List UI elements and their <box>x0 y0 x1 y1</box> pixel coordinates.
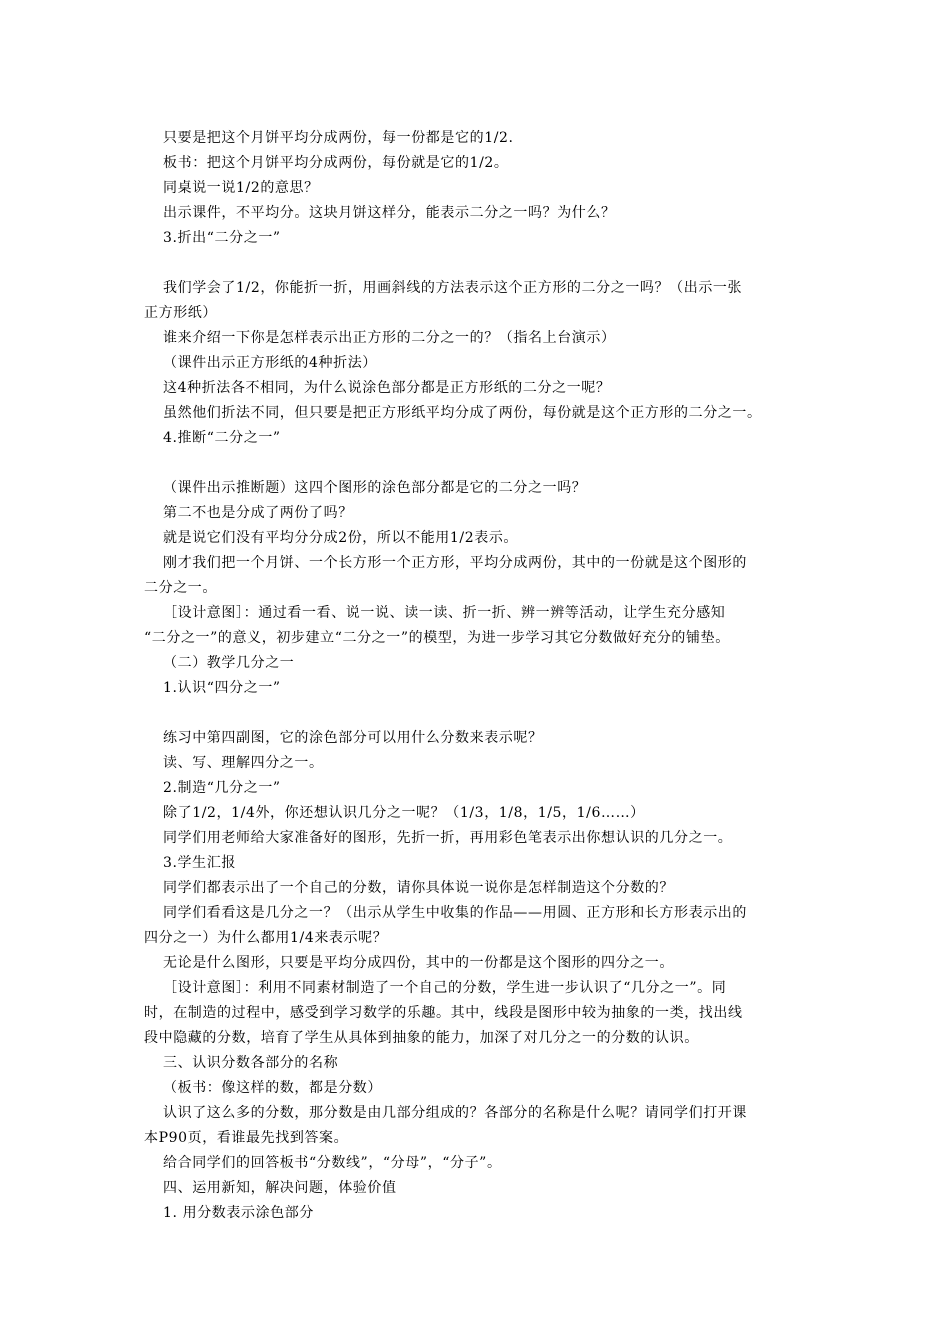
text-line: 同学们用老师给大家准备好的图形，先折一折，再用彩色笔表示出你想认识的几分之一。 <box>163 830 733 846</box>
text-line: 出示课件，不平均分。这块月饼这样分，能表示二分之一吗？为什么？ <box>163 205 616 221</box>
design-note: ［设计意图］：利用不同素材制造了一个自己的分数，学生进一步认识了“几分之一”。同 <box>163 980 727 996</box>
text-line: 读、写、理解四分之一。 <box>163 755 324 771</box>
text-line: 认识了这么多的分数，那分数是由几部分组成的？各部分的名称是什么呢？请同学们打开课 <box>163 1105 747 1121</box>
section-heading: 1.认识“四分之一” <box>163 680 281 696</box>
text-line: 第二不也是分成了两份了吗？ <box>163 505 353 521</box>
section-heading: 1. 用分数表示涂色部分 <box>163 1205 315 1221</box>
section-heading: （二）教学几分之一 <box>163 655 295 671</box>
text-line: 我们学会了1/2，你能折一折，用画斜线的方法表示这个正方形的二分之一吗？（出示一张 <box>163 280 743 296</box>
design-note: 段中隐藏的分数，培育了学生从具体到抽象的能力，加深了对几分之一的分数的认识。 <box>144 1030 699 1046</box>
text-line: 二分之一。 <box>144 580 217 596</box>
section-heading: 3.学生汇报 <box>163 855 236 871</box>
design-note: 时，在制造的过程中，感受到学习数学的乐趣。其中，线段是图形中较为抽象的一类，找出线 <box>144 1005 743 1021</box>
text-line: 同学们看看这是几分之一？（出示从学生中收集的作品——用圆、正方形和长方形表示出的 <box>163 905 747 921</box>
text-line: 本P90页，看谁最先找到答案。 <box>144 1130 349 1146</box>
design-note: ［设计意图］：通过看一看、说一说、读一读、折一折、辨一辨等活动，让学生充分感知 <box>163 605 726 621</box>
section-heading: 三、认识分数各部分的名称 <box>163 1055 339 1071</box>
text-line: 板书：把这个月饼平均分成两份，每份就是它的1/2。 <box>163 155 509 171</box>
text-line: 四分之一）为什么都用1/4来表示呢？ <box>144 930 388 946</box>
section-heading: 4.推断“二分之一” <box>163 430 281 446</box>
text-line: （课件出示正方形纸的4种折法） <box>163 355 377 371</box>
text-line: 谁来介绍一下你是怎样表示出正方形的二分之一的？（指名上台演示） <box>163 330 616 346</box>
section-heading: 2.制造“几分之一” <box>163 780 281 796</box>
text-line: （板书：像这样的数，都是分数） <box>163 1080 382 1096</box>
text-line: 给合同学们的回答板书“分数线”，“分母”，“分子”。 <box>163 1155 502 1171</box>
text-line: 除了1/2，1/4外，你还想认识几分之一呢？（1/3，1/8，1/5，1/6……） <box>163 805 645 821</box>
text-line: 刚才我们把一个月饼、一个长方形一个正方形，平均分成两份，其中的一份就是这个图形的 <box>163 555 747 571</box>
text-line: （课件出示推断题）这四个图形的涂色部分都是它的二分之一吗？ <box>163 480 587 496</box>
text-line: 就是说它们没有平均分分成2份，所以不能用1/2表示。 <box>163 530 519 546</box>
section-heading: 四、运用新知，解决问题，体验价值 <box>163 1180 397 1196</box>
text-line: 同学们都表示出了一个自己的分数，请你具体说一说你是怎样制造这个分数的？ <box>163 880 674 896</box>
design-note: “二分之一”的意义，初步建立“二分之一”的模型，为进一步学习其它分数做好充分的铺垫。 <box>144 630 730 646</box>
text-line: 无论是什么图形，只要是平均分成四份，其中的一份都是这个图形的四分之一。 <box>163 955 674 971</box>
section-heading: 3.折出“二分之一” <box>163 230 281 246</box>
text-line: 练习中第四副图，它的涂色部分可以用什么分数来表示呢？ <box>163 730 543 746</box>
text-line: 虽然他们折法不同，但只要是把正方形纸平均分成了两份，每份就是这个正方形的二分之一。 <box>163 405 762 421</box>
text-line: 同桌说一说1/2的意思？ <box>163 180 319 196</box>
text-line: 这4种折法各不相同，为什么说涂色部分都是正方形纸的二分之一呢？ <box>163 380 611 396</box>
text-line: 正方形纸） <box>144 305 217 321</box>
text-line: 只要是把这个月饼平均分成两份，每一份都是它的1/2. <box>163 130 514 146</box>
